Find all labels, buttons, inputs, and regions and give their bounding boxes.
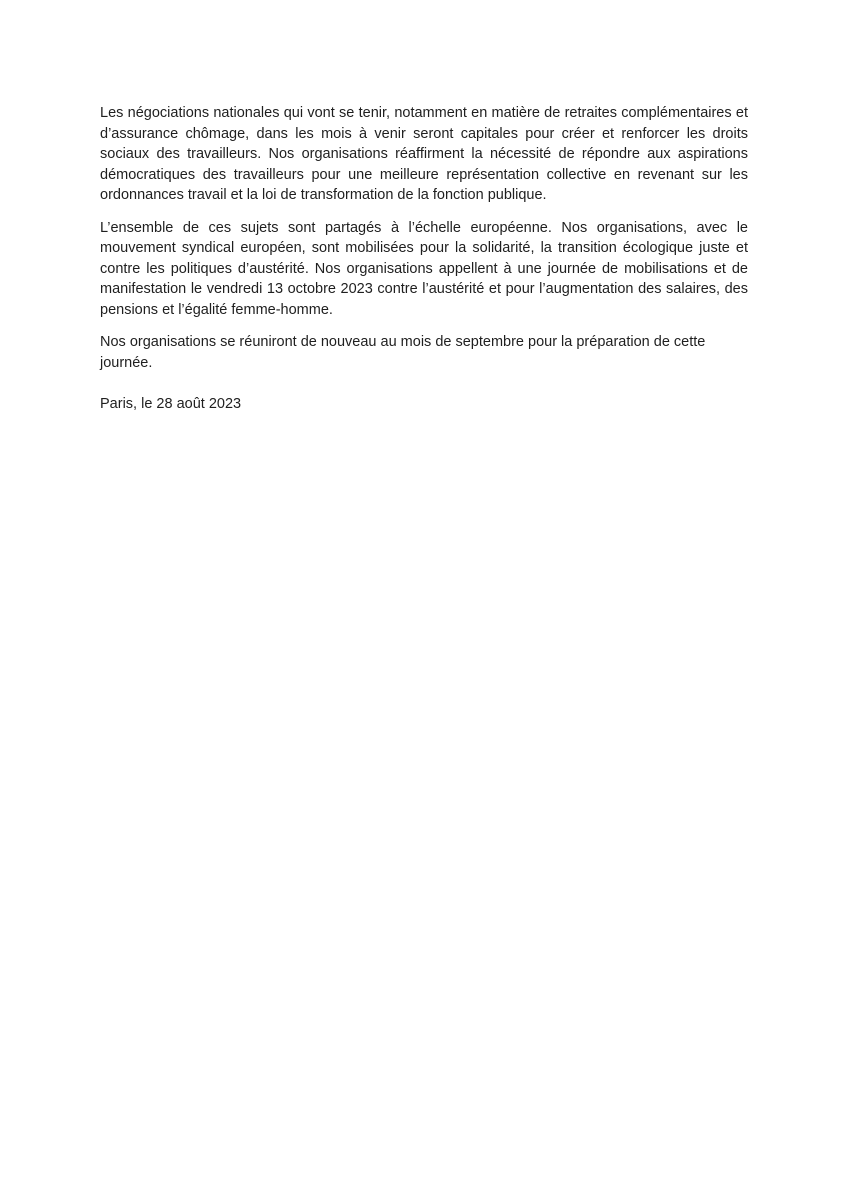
paragraph-european-mobilisation: L’ensemble de ces sujets sont partagés à l’échelle européenne. Nos organisations, avec le mouvement syndical européen, sont mobilisées pour la solidarité, la transition écologique juste et contre les politiques d’austérité. Nos organisations appellent à une journée de mobilisations et de manifestation le vendredi 13 octobre 2023 contre l’austérité et pour l’augmentation des salaires, des pensions et l’égalité femme-homme.: [100, 219, 748, 318]
dateline: Paris, le 28 août 2023: [100, 396, 242, 412]
paragraph-september-meeting: Nos organisations se réuniront de nouveau au mois de septembre pour la préparation de cette journée.: [100, 334, 706, 371]
paragraph-negotiations: Les négociations nationales qui vont se tenir, notamment en matière de retraites complémentaires et d’assurance chômage, dans les mois à venir seront capitales pour créer et renforcer les droits sociaux des travailleurs. Nos organisations réaffirment la nécessité de répondre aux aspirations démocratiques des travailleurs pour une meilleure représentation collective en revenant sur les ordonnances travail et la loi de transformation de la fonction publique.: [100, 105, 748, 203]
